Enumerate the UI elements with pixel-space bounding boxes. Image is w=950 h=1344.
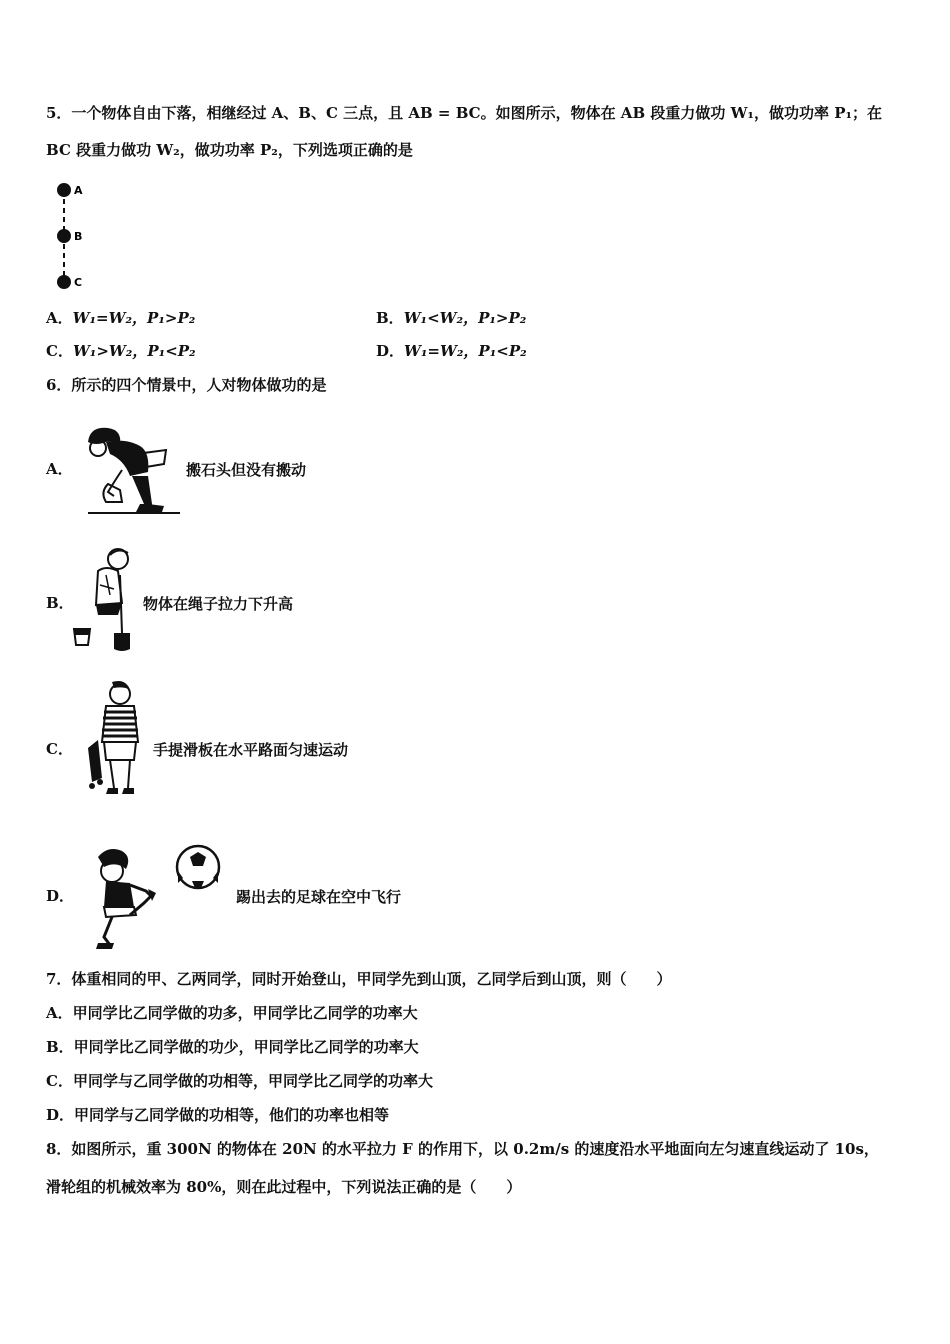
q5-stem-line1: 5．一个物体自由下落，相继经过 A、B、C 三点，且 AB = BC。如图所示，物体在 AB 段重力做功 W₁，做功功率 P₁；在 xyxy=(46,104,883,122)
q5-option-letter: C． xyxy=(46,342,73,360)
q6-option-b-caption: 物体在绳子拉力下升高 xyxy=(143,595,294,613)
q7-option-a: A．甲同学比乙同学做的功多，甲同学比乙同学的功率大 xyxy=(46,1004,418,1022)
q5-option-text: W₁=W₂，P₁>P₂ xyxy=(72,309,196,327)
q5-stem-line2: BC 段重力做功 W₂，做功功率 P₂，下列选项正确的是 xyxy=(46,141,413,159)
q5-option-letter: B． xyxy=(376,309,404,327)
q5-falling-points-diagram xyxy=(50,178,110,293)
q5-option-letter: A． xyxy=(46,309,73,327)
q5-option-letter: D． xyxy=(376,342,405,360)
q8-stem-line2: 滑轮组的机械效率为 80%，则在此过程中，下列说法正确的是（ ） xyxy=(46,1178,522,1196)
q5-option-b xyxy=(376,308,526,328)
q7-option-c: C．甲同学与乙同学做的功相等，甲同学比乙同学的功率大 xyxy=(46,1072,433,1090)
point-b-label: B xyxy=(74,230,83,243)
q5-option-c xyxy=(46,341,196,361)
point-c xyxy=(57,275,71,289)
q7-option-b: B．甲同学比乙同学做的功少，甲同学比乙同学的功率大 xyxy=(46,1038,419,1056)
q8-stem-line1: 8．如图所示，重 300N 的物体在 20N 的水平拉力 F 的作用下，以 0.2m/s 的速度沿水平地面向左匀速直线运动了 10s， xyxy=(46,1140,879,1158)
q6-option-d-caption: 踢出去的足球在空中飞行 xyxy=(236,888,402,906)
q7-option-d: D．甲同学与乙同学做的功相等，他们的功率也相等 xyxy=(46,1106,390,1124)
q5-option-text: W₁>W₂，P₁<P₂ xyxy=(72,342,196,360)
person-pulling-rope-icon xyxy=(70,545,150,655)
q6-option-a-caption: 搬石头但没有搬动 xyxy=(186,461,307,479)
point-a-label: A xyxy=(74,184,83,197)
q6-stem: 6．所示的四个情景中，人对物体做功的是 xyxy=(46,376,327,394)
q5-option-d xyxy=(376,341,527,361)
point-b xyxy=(57,229,71,243)
point-a xyxy=(57,183,71,197)
q6-option-a-letter: A． xyxy=(46,460,73,478)
q6-option-b-letter: B． xyxy=(46,594,74,612)
q6-option-c-letter: C． xyxy=(46,740,73,758)
q5-option-text: W₁=W₂，P₁<P₂ xyxy=(404,342,527,360)
q6-option-c-caption: 手提滑板在水平路面匀速运动 xyxy=(153,741,349,759)
q7-stem: 7．体重相同的甲、乙两同学，同时开始登山，甲同学先到山顶，乙同学后到山顶，则（ ） xyxy=(46,970,672,988)
q5-option-a xyxy=(46,308,195,328)
boy-carrying-skateboard-icon xyxy=(84,678,154,803)
point-c-label: C xyxy=(74,276,83,289)
person-lifting-stone-icon xyxy=(78,420,183,518)
boy-kicking-football-icon xyxy=(82,845,232,953)
q5-option-text: W₁<W₂，P₁>P₂ xyxy=(403,309,527,327)
q6-option-d-letter: D． xyxy=(46,887,75,905)
